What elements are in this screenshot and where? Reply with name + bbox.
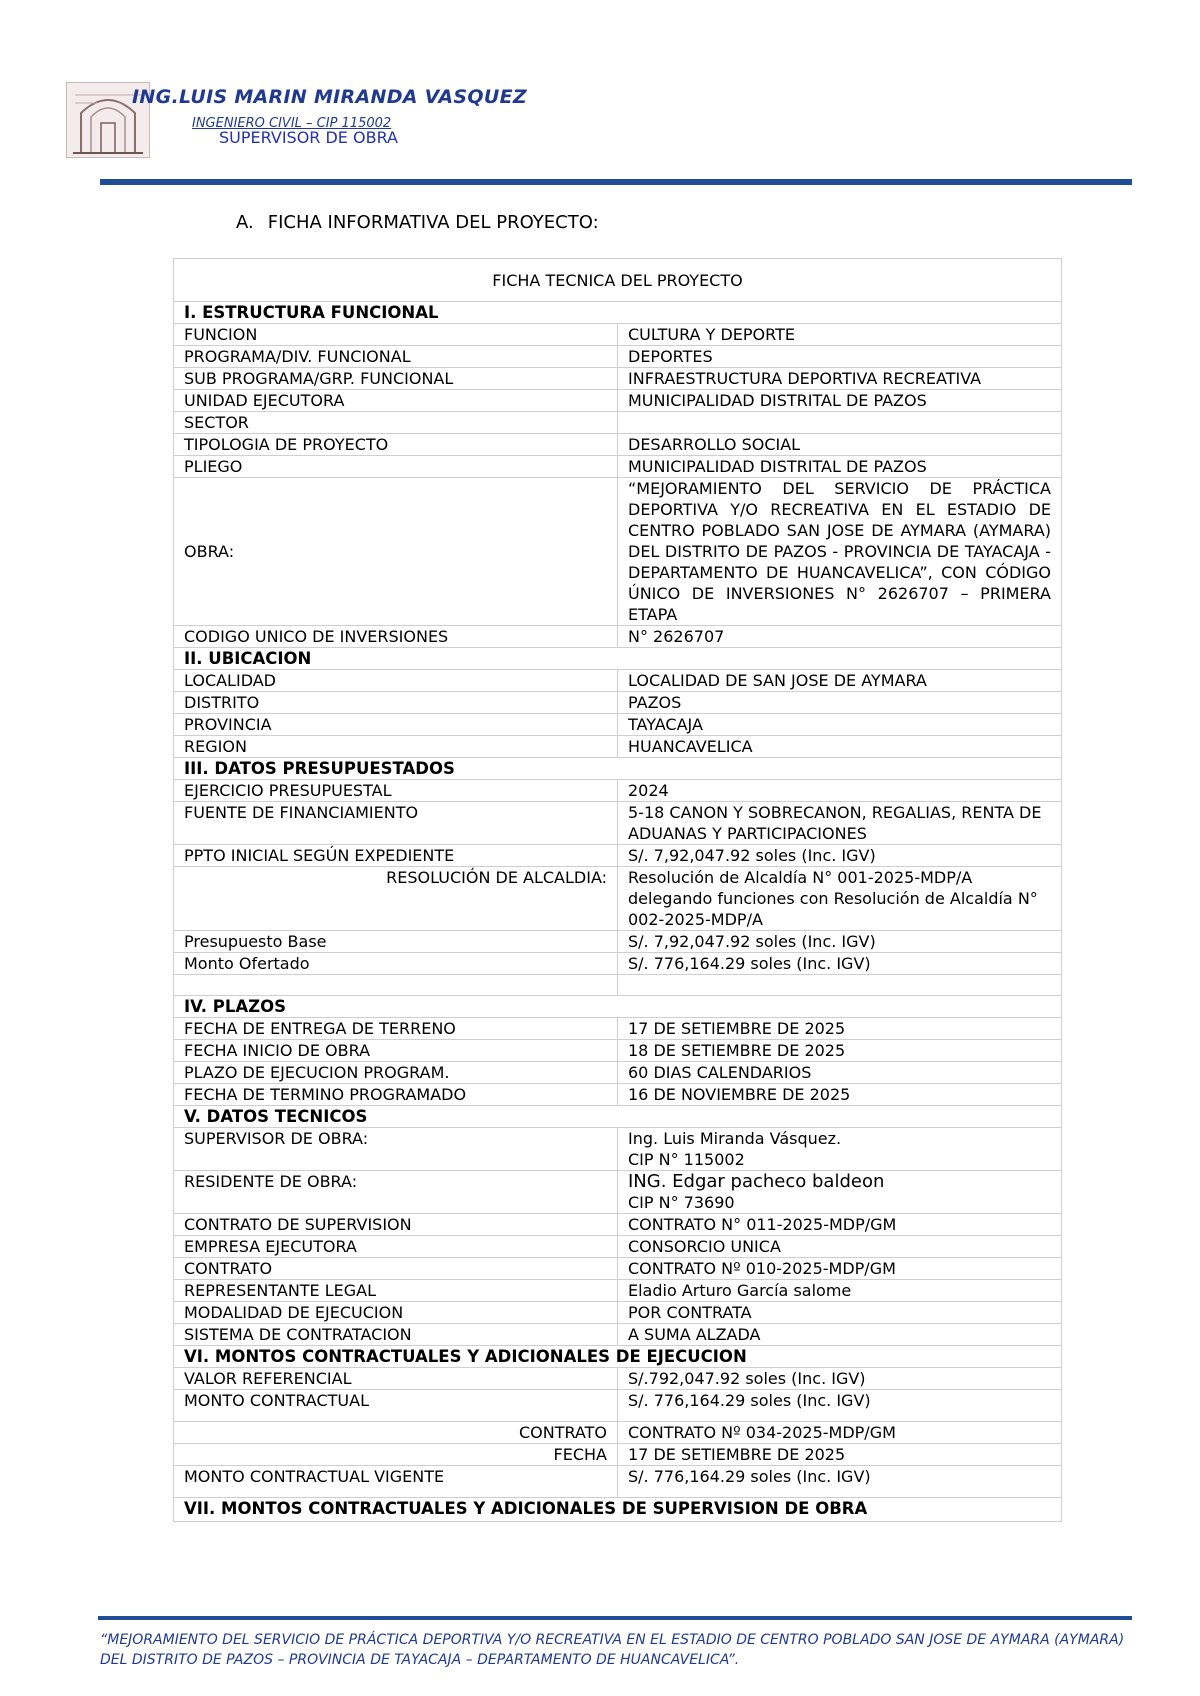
- table-row: [174, 1466, 1062, 1498]
- row-value: S/.792,047.92 soles (Inc. IGV): [618, 1368, 1062, 1390]
- row-label: DISTRITO: [174, 692, 618, 714]
- table-row: [174, 1236, 1062, 1258]
- row-label: EMPRESA EJECUTORA: [174, 1236, 618, 1258]
- row-value: Resolución de Alcaldía N° 001-2025-MDP/A delegando funciones con Resolución de Alcaldía N° 002-2025-MDP/A: [618, 867, 1062, 931]
- table-row: [174, 1128, 1062, 1171]
- table-title: FICHA TECNICA DEL PROYECTO: [174, 259, 1062, 302]
- footer-project-title: “MEJORAMIENTO DEL SERVICIO DE PRÁCTICA DEPORTIVA Y/O RECREATIVA EN EL ESTADIO DE CENTRO POBLADO SAN JOSE DE AYMARA (AYMARA) DEL DISTRITO DE PAZOS – PROVINCIA DE TAYACAJA – DEPARTAMENTO DE HUANCAVELICA”.: [100, 1632, 1125, 1668]
- row-label: REPRESENTANTE LEGAL: [174, 1280, 618, 1302]
- table-row: [174, 626, 1062, 648]
- row-value: S/. 7,92,047.92 soles (Inc. IGV): [618, 931, 1062, 953]
- row-label: MONTO CONTRACTUAL VIGENTE: [174, 1466, 618, 1498]
- section-row-presupuesto: III. DATOS PRESUPUESTADOS: [174, 758, 1062, 780]
- ficha-tecnica-table: [173, 258, 1062, 1522]
- table-row: [174, 324, 1062, 346]
- row-value: INFRAESTRUCTURA DEPORTIVA RECREATIVA: [618, 368, 1062, 390]
- row-label: MODALIDAD DE EJECUCION: [174, 1302, 618, 1324]
- row-value: A SUMA ALZADA: [618, 1324, 1062, 1346]
- section-row-ubicacion: II. UBICACION: [174, 648, 1062, 670]
- row-value: 2024: [618, 780, 1062, 802]
- section-row-montos-supervision: VII. MONTOS CONTRACTUALES Y ADICIONALES DE SUPERVISION DE OBRA: [174, 1498, 1062, 1522]
- table-row: [174, 780, 1062, 802]
- row-value: PAZOS: [618, 692, 1062, 714]
- row-value: MUNICIPALIDAD DISTRITAL DE PAZOS: [618, 456, 1062, 478]
- row-label: FUENTE DE FINANCIAMIENTO: [174, 802, 618, 845]
- table-row: [174, 1302, 1062, 1324]
- table-row: [174, 931, 1062, 953]
- row-value: [618, 412, 1062, 434]
- row-value: CULTURA Y DEPORTE: [618, 324, 1062, 346]
- section-title-text: FICHA INFORMATIVA DEL PROYECTO:: [267, 212, 599, 233]
- table-row: [174, 845, 1062, 867]
- row-label: Presupuesto Base: [174, 931, 618, 953]
- row-label: SECTOR: [174, 412, 618, 434]
- row-label: SUPERVISOR DE OBRA:: [174, 1128, 618, 1171]
- table-row: [174, 1018, 1062, 1040]
- section-row-montos-ejecucion: VI. MONTOS CONTRACTUALES Y ADICIONALES DE EJECUCION: [174, 1346, 1062, 1368]
- row-label: MONTO CONTRACTUAL: [174, 1390, 618, 1422]
- table-row: [174, 434, 1062, 456]
- empty-cell: [618, 975, 1062, 996]
- row-value: CONTRATO Nº 010-2025-MDP/GM: [618, 1258, 1062, 1280]
- row-label: FUNCION: [174, 324, 618, 346]
- empty-cell: [174, 975, 618, 996]
- section-row-datos-tecnicos: V. DATOS TECNICOS: [174, 1106, 1062, 1128]
- table-row: [174, 1444, 1062, 1466]
- table-row: [174, 714, 1062, 736]
- footer-divider: [98, 1616, 1132, 1620]
- header-divider: [100, 179, 1132, 185]
- row-value: N° 2626707: [618, 626, 1062, 648]
- row-value: [618, 1171, 1062, 1214]
- table-row: [174, 346, 1062, 368]
- row-label: RESOLUCIÓN DE ALCALDIA:: [174, 867, 618, 931]
- row-label: PPTO INICIAL SEGÚN EXPEDIENTE: [174, 845, 618, 867]
- row-label: TIPOLOGIA DE PROYECTO: [174, 434, 618, 456]
- residente-cip: CIP N° 73690: [628, 1193, 735, 1212]
- row-label: CONTRATO: [174, 1258, 618, 1280]
- table-row: [174, 736, 1062, 758]
- table-row: [174, 1040, 1062, 1062]
- row-label: SUB PROGRAMA/GRP. FUNCIONAL: [174, 368, 618, 390]
- row-value: CONTRATO N° 011-2025-MDP/GM: [618, 1214, 1062, 1236]
- engineer-subtitle: INGENIERO CIVIL – CIP 115002: [192, 116, 392, 131]
- row-label: CONTRATO DE SUPERVISION: [174, 1214, 618, 1236]
- row-label: PROVINCIA: [174, 714, 618, 736]
- row-label: FECHA INICIO DE OBRA: [174, 1040, 618, 1062]
- section-row-estructura: I. ESTRUCTURA FUNCIONAL: [174, 302, 1062, 324]
- row-value: POR CONTRATA: [618, 1302, 1062, 1324]
- row-value: Eladio Arturo García salome: [618, 1280, 1062, 1302]
- row-value: 17 DE SETIEMBRE DE 2025: [618, 1018, 1062, 1040]
- row-label: CONTRATO: [174, 1422, 618, 1444]
- table-row: [174, 1390, 1062, 1422]
- row-value: DESARROLLO SOCIAL: [618, 434, 1062, 456]
- section-heading: [236, 212, 599, 233]
- row-value: S/. 776,164.29 soles (Inc. IGV): [618, 1466, 1062, 1498]
- table-row: [174, 368, 1062, 390]
- row-value: 5-18 CANON Y SOBRECANON, REGALIAS, RENTA DE ADUANAS Y PARTICIPACIONES: [618, 802, 1062, 845]
- engineer-name: ING.LUIS MARIN MIRANDA VASQUEZ: [132, 86, 527, 108]
- row-label: FECHA: [174, 1444, 618, 1466]
- table-row: [174, 390, 1062, 412]
- supervisor-cip: CIP N° 115002: [628, 1150, 745, 1169]
- row-value: MUNICIPALIDAD DISTRITAL DE PAZOS: [618, 390, 1062, 412]
- row-label: PLAZO DE EJECUCION PROGRAM.: [174, 1062, 618, 1084]
- row-value: S/. 776,164.29 soles (Inc. IGV): [618, 953, 1062, 975]
- table-row: [174, 692, 1062, 714]
- section-letter: A.: [236, 212, 254, 233]
- table-row: [174, 478, 1062, 626]
- supervisor-name: Ing. Luis Miranda Vásquez.: [628, 1129, 842, 1148]
- section-row-plazos: IV. PLAZOS: [174, 996, 1062, 1018]
- row-value: TAYACAJA: [618, 714, 1062, 736]
- row-value: LOCALIDAD DE SAN JOSE DE AYMARA: [618, 670, 1062, 692]
- row-label: LOCALIDAD: [174, 670, 618, 692]
- table-row: [174, 1062, 1062, 1084]
- table-row: [174, 802, 1062, 845]
- table-row: [174, 456, 1062, 478]
- row-label: SISTEMA DE CONTRATACION: [174, 1324, 618, 1346]
- row-label: Monto Ofertado: [174, 953, 618, 975]
- row-value: DEPORTES: [618, 346, 1062, 368]
- table-row: [174, 953, 1062, 975]
- row-label: PLIEGO: [174, 456, 618, 478]
- table-row: [174, 1324, 1062, 1346]
- row-value: CONTRATO Nº 034-2025-MDP/GM: [618, 1422, 1062, 1444]
- row-value: 60 DIAS CALENDARIOS: [618, 1062, 1062, 1084]
- table-row: [174, 1280, 1062, 1302]
- table-row: [174, 1422, 1062, 1444]
- row-label: RESIDENTE DE OBRA:: [174, 1171, 618, 1214]
- table-row: [174, 412, 1062, 434]
- row-value: HUANCAVELICA: [618, 736, 1062, 758]
- table-row: [174, 670, 1062, 692]
- row-label: EJERCICIO PRESUPUESTAL: [174, 780, 618, 802]
- row-value: CONSORCIO UNICA: [618, 1236, 1062, 1258]
- row-value: “MEJORAMIENTO DEL SERVICIO DE PRÁCTICA DEPORTIVA Y/O RECREATIVA EN EL ESTADIO DE CENTRO POBLADO SAN JOSE DE AYMARA (AYMARA) DEL DISTRITO DE PAZOS - PROVINCIA DE TAYACAJA - DEPARTAMENTO DE HUANCAVELICA”, CON CÓDIGO ÚNICO DE INVERSIONES N° 2626707 – PRIMERA ETAPA: [618, 478, 1062, 626]
- table-row: [174, 1258, 1062, 1280]
- row-value: 16 DE NOVIEMBRE DE 2025: [618, 1084, 1062, 1106]
- table-row: [174, 1368, 1062, 1390]
- row-label: FECHA DE ENTREGA DE TERRENO: [174, 1018, 618, 1040]
- table-row: [174, 1214, 1062, 1236]
- row-label: VALOR REFERENCIAL: [174, 1368, 618, 1390]
- row-label: REGION: [174, 736, 618, 758]
- row-label: FECHA DE TERMINO PROGRAMADO: [174, 1084, 618, 1106]
- row-label: PROGRAMA/DIV. FUNCIONAL: [174, 346, 618, 368]
- row-label: UNIDAD EJECUTORA: [174, 390, 618, 412]
- table-row: [174, 1084, 1062, 1106]
- row-value: [618, 1128, 1062, 1171]
- row-label: CODIGO UNICO DE INVERSIONES: [174, 626, 618, 648]
- row-value: S/. 7,92,047.92 soles (Inc. IGV): [618, 845, 1062, 867]
- residente-name: ING. Edgar pacheco baldeon: [628, 1171, 885, 1192]
- row-value: 18 DE SETIEMBRE DE 2025: [618, 1040, 1062, 1062]
- table-row: [174, 1171, 1062, 1214]
- engineer-role: SUPERVISOR DE OBRA: [219, 128, 398, 147]
- empty-row: [174, 975, 1062, 996]
- row-value: S/. 776,164.29 soles (Inc. IGV): [618, 1390, 1062, 1422]
- row-label: OBRA:: [174, 478, 618, 626]
- table-row: [174, 867, 1062, 931]
- row-value: 17 DE SETIEMBRE DE 2025: [618, 1444, 1062, 1466]
